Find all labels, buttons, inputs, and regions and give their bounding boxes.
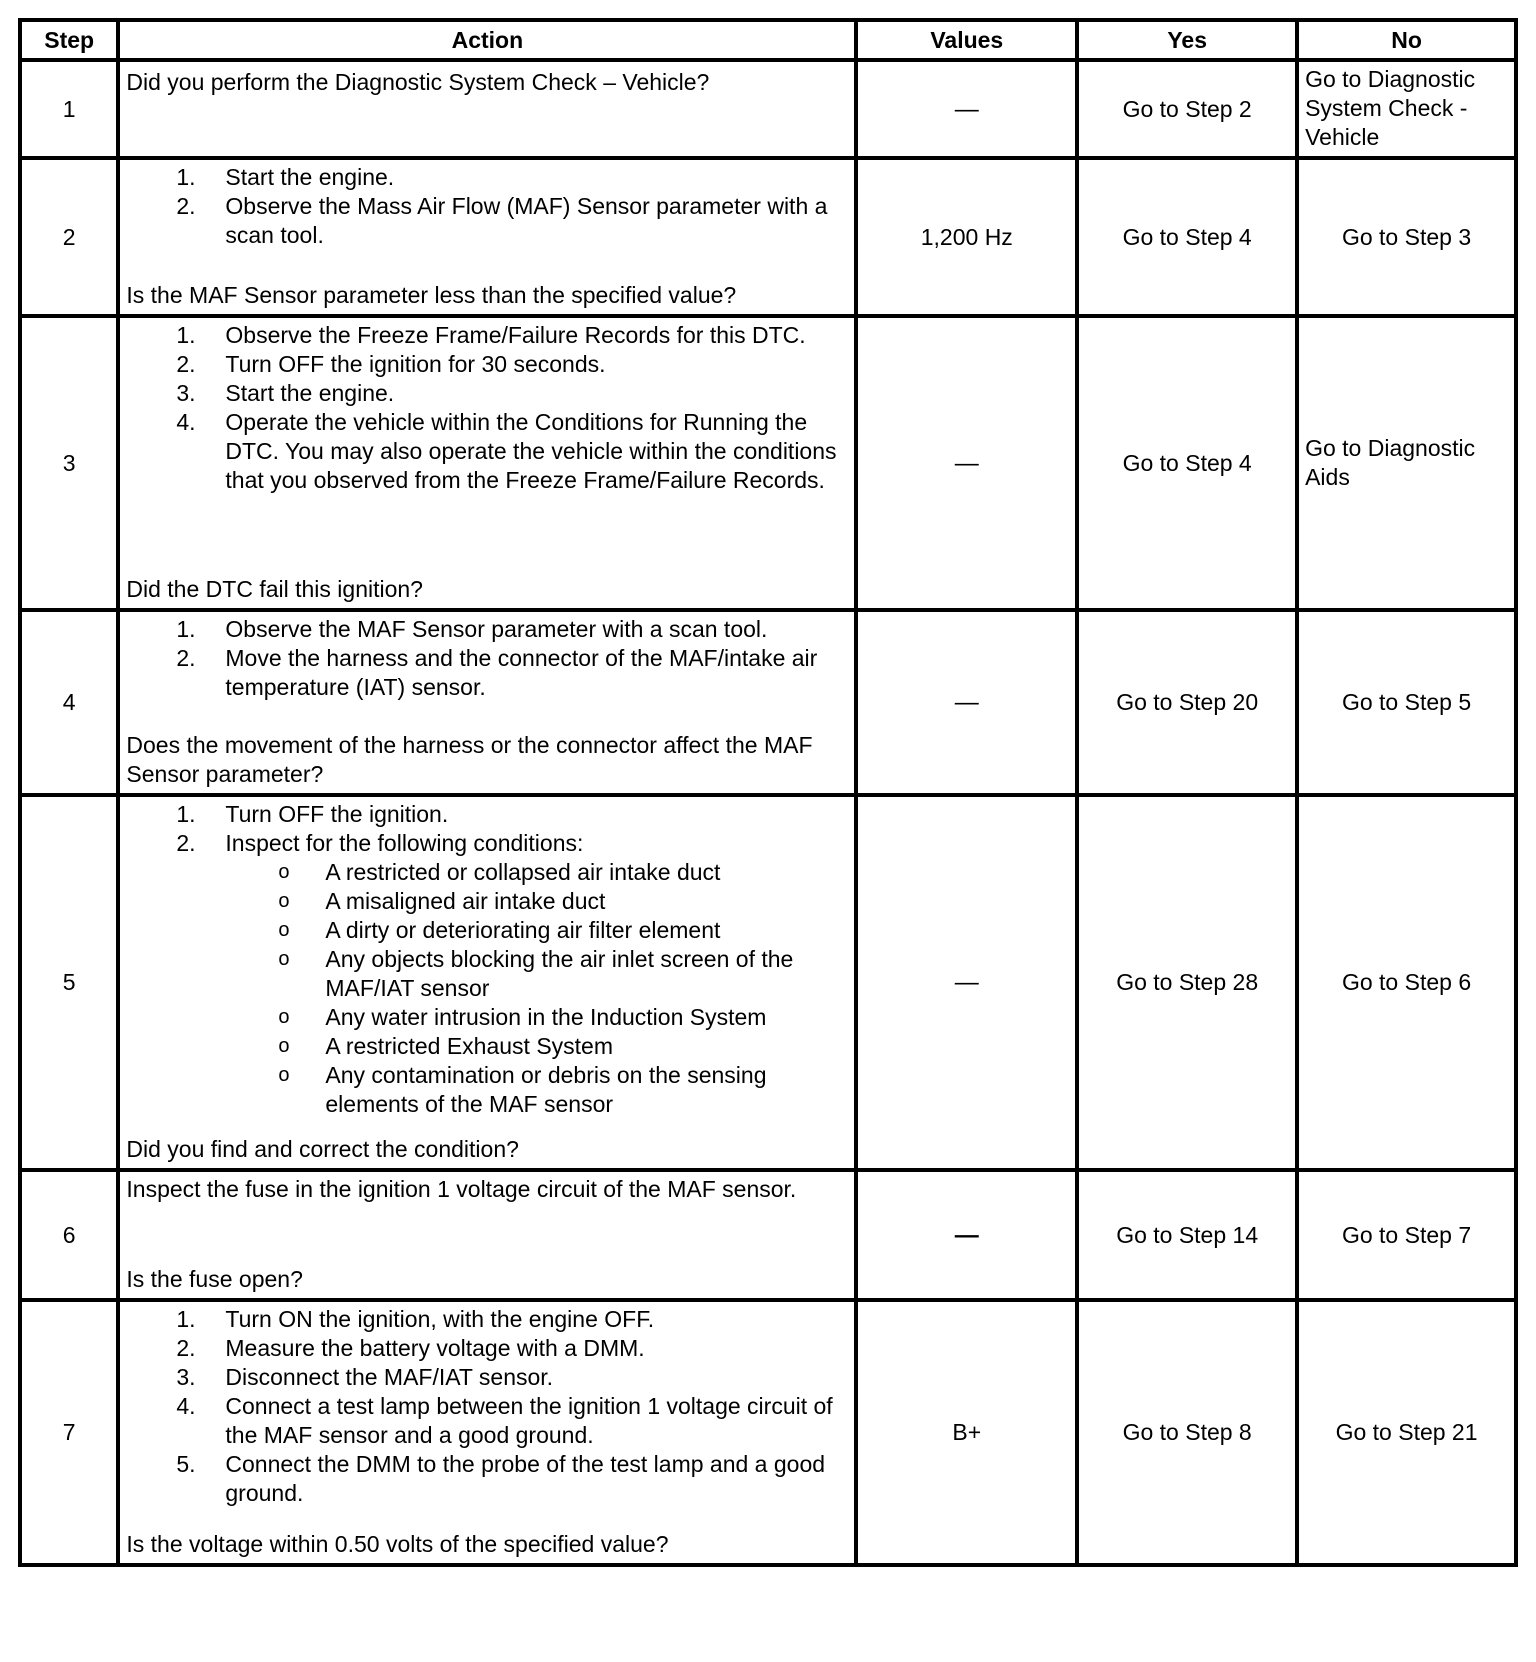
item-text: Operate the vehicle within the Conditions for Running the DTC. You may also operate the vehicle within the conditions that you observed from the Freeze Frame/Failure Records. [225, 409, 837, 493]
item-number: 4. [176, 1393, 196, 1419]
header-values: Values [856, 20, 1077, 60]
value-text: — [954, 969, 979, 996]
action-steps [126, 321, 848, 495]
item-text: Any objects blocking the air inlet screen of the MAF/IAT sensor [325, 946, 794, 1001]
no-cell: Go to Step 6 [1297, 795, 1516, 1170]
action-cell [118, 795, 856, 1170]
list-item [226, 945, 848, 1003]
question-text: Is the voltage within 0.50 volts of the specified value? [126, 1531, 669, 1557]
no-cell: Go to Step 21 [1297, 1300, 1516, 1565]
list-item [126, 1392, 848, 1450]
list-item [226, 1003, 848, 1032]
item-text: A restricted Exhaust System [325, 1033, 614, 1059]
yes-cell: Go to Step 8 [1077, 1300, 1297, 1565]
yes-cell: Go to Step 28 [1077, 795, 1297, 1170]
list-item [126, 1363, 848, 1392]
action-steps [126, 1305, 848, 1508]
no-cell: Go to Step 3 [1297, 158, 1516, 316]
yes-cell: Go to Step 14 [1077, 1170, 1297, 1300]
list-item [126, 829, 848, 858]
step-number: 6 [20, 1170, 118, 1300]
header-yes: Yes [1077, 20, 1297, 60]
item-number: 3. [176, 1364, 196, 1390]
item-text: Observe the Freeze Frame/Failure Records for this DTC. [225, 322, 806, 348]
list-item [126, 321, 848, 350]
item-number: 3. [176, 380, 196, 406]
table-row [20, 158, 1516, 316]
item-text: Move the harness and the connector of the MAF/intake air temperature (IAT) sensor. [225, 645, 818, 700]
item-number: 1. [176, 1306, 196, 1332]
list-item [126, 408, 848, 495]
item-text: A misaligned air intake duct [325, 888, 606, 914]
item-text: Turn OFF the ignition. [225, 801, 449, 827]
bullet: o [278, 1006, 290, 1028]
item-text: Any water intrusion in the Induction System [325, 1004, 767, 1030]
action-steps [126, 615, 848, 702]
item-text: Start the engine. [225, 164, 395, 190]
diagnostic-table [18, 18, 1518, 1567]
item-number: 1. [176, 801, 196, 827]
item-number: 5. [176, 1451, 196, 1477]
table-row [20, 610, 1516, 795]
values-cell: B+ [856, 1300, 1077, 1565]
values-cell [856, 316, 1077, 610]
no-cell: Go to Step 7 [1297, 1170, 1516, 1300]
bullet: o [278, 1035, 290, 1057]
values-cell [856, 60, 1077, 158]
table-row [20, 1300, 1516, 1565]
yes-cell: Go to Step 20 [1077, 610, 1297, 795]
question-text: Does the movement of the harness or the connector affect the MAF Sensor parameter? [126, 732, 813, 787]
step-number: 5 [20, 795, 118, 1170]
item-number: 2. [176, 1335, 196, 1361]
header-row [20, 20, 1516, 60]
item-text: Observe the Mass Air Flow (MAF) Sensor parameter with a scan tool. [225, 193, 828, 248]
yes-cell: Go to Step 4 [1077, 158, 1297, 316]
question-text: Is the MAF Sensor parameter less than the specified value? [126, 282, 737, 308]
list-item [226, 887, 848, 916]
item-text: Observe the MAF Sensor parameter with a scan tool. [225, 616, 768, 642]
yes-cell: Go to Step 4 [1077, 316, 1297, 610]
step-number: 4 [20, 610, 118, 795]
value-text: — [954, 689, 979, 716]
item-number: 2. [176, 645, 196, 671]
table-row [20, 795, 1516, 1170]
step-number: 1 [20, 60, 118, 158]
item-text: A restricted or collapsed air intake duct [325, 859, 721, 885]
item-text: Inspect for the following conditions: [225, 830, 584, 856]
bullet: o [278, 1064, 290, 1086]
item-number: 2. [176, 830, 196, 856]
table-row [20, 1170, 1516, 1300]
header-no: No [1297, 20, 1516, 60]
yes-cell: Go to Step 2 [1077, 60, 1297, 158]
values-cell [856, 610, 1077, 795]
value-text: — [954, 1221, 979, 1249]
item-text: A dirty or deteriorating air filter element [325, 917, 721, 943]
header-action: Action [118, 20, 856, 60]
bullet: o [278, 919, 290, 941]
item-text: Disconnect the MAF/IAT sensor. [225, 1364, 554, 1390]
action-text: Did you perform the Diagnostic System Check – Vehicle? [126, 68, 710, 95]
action-cell [118, 60, 856, 158]
value-text: — [954, 449, 979, 477]
action-cell [118, 610, 856, 795]
condition-list [226, 858, 848, 1119]
item-text: Turn OFF the ignition for 30 seconds. [225, 351, 606, 377]
action-cell [118, 316, 856, 610]
bullet: o [278, 890, 290, 912]
step-number: 7 [20, 1300, 118, 1565]
item-text: Start the engine. [225, 380, 395, 406]
item-text: Measure the battery voltage with a DMM. [225, 1335, 645, 1361]
list-item [126, 350, 848, 379]
table-row [20, 60, 1516, 158]
item-number: 1. [176, 322, 196, 348]
no-cell: Go to Step 5 [1297, 610, 1516, 795]
list-item [126, 1334, 848, 1363]
values-cell: 1,200 Hz [856, 158, 1077, 316]
item-number: 4. [176, 409, 196, 435]
item-text: Turn ON the ignition, with the engine OFF. [225, 1306, 655, 1332]
bullet: o [278, 861, 290, 883]
item-number: 1. [176, 616, 196, 642]
question-text: Is the fuse open? [126, 1266, 303, 1292]
list-item [126, 1305, 848, 1334]
bullet: o [278, 948, 290, 970]
list-item [126, 1450, 848, 1508]
list-item [126, 192, 848, 250]
action-text: Inspect the fuse in the ignition 1 voltage circuit of the MAF sensor. [126, 1176, 797, 1202]
list-item [126, 644, 848, 702]
table-row [20, 316, 1516, 610]
action-cell [118, 1300, 856, 1565]
list-item [126, 800, 848, 829]
action-cell [118, 158, 856, 316]
item-text: Any contamination or debris on the sensing elements of the MAF sensor [325, 1062, 767, 1117]
item-text: Connect the DMM to the probe of the test lamp and a good ground. [225, 1451, 826, 1506]
action-steps [126, 800, 848, 858]
list-item [126, 163, 848, 192]
list-item [126, 615, 848, 644]
question-text: Did you find and correct the condition? [126, 1136, 519, 1162]
list-item [226, 1061, 848, 1119]
list-item [226, 916, 848, 945]
item-text: Connect a test lamp between the ignition 1 voltage circuit of the MAF sensor and a good ground. [225, 1393, 833, 1448]
list-item [126, 379, 848, 408]
header-step: Step [20, 20, 118, 60]
action-steps [126, 163, 848, 250]
value-text: — [954, 95, 979, 123]
action-cell [118, 1170, 856, 1300]
list-item [226, 858, 848, 887]
step-number: 3 [20, 316, 118, 610]
question-text: Did the DTC fail this ignition? [126, 576, 423, 602]
item-number: 2. [176, 351, 196, 377]
values-cell [856, 795, 1077, 1170]
values-cell [856, 1170, 1077, 1300]
item-number: 2. [176, 193, 196, 219]
list-item [226, 1032, 848, 1061]
step-number: 2 [20, 158, 118, 316]
item-number: 1. [176, 164, 196, 190]
no-cell: Go to Diagnostic Aids [1297, 316, 1516, 610]
no-cell: Go to Diagnostic System Check - Vehicle [1297, 60, 1516, 158]
